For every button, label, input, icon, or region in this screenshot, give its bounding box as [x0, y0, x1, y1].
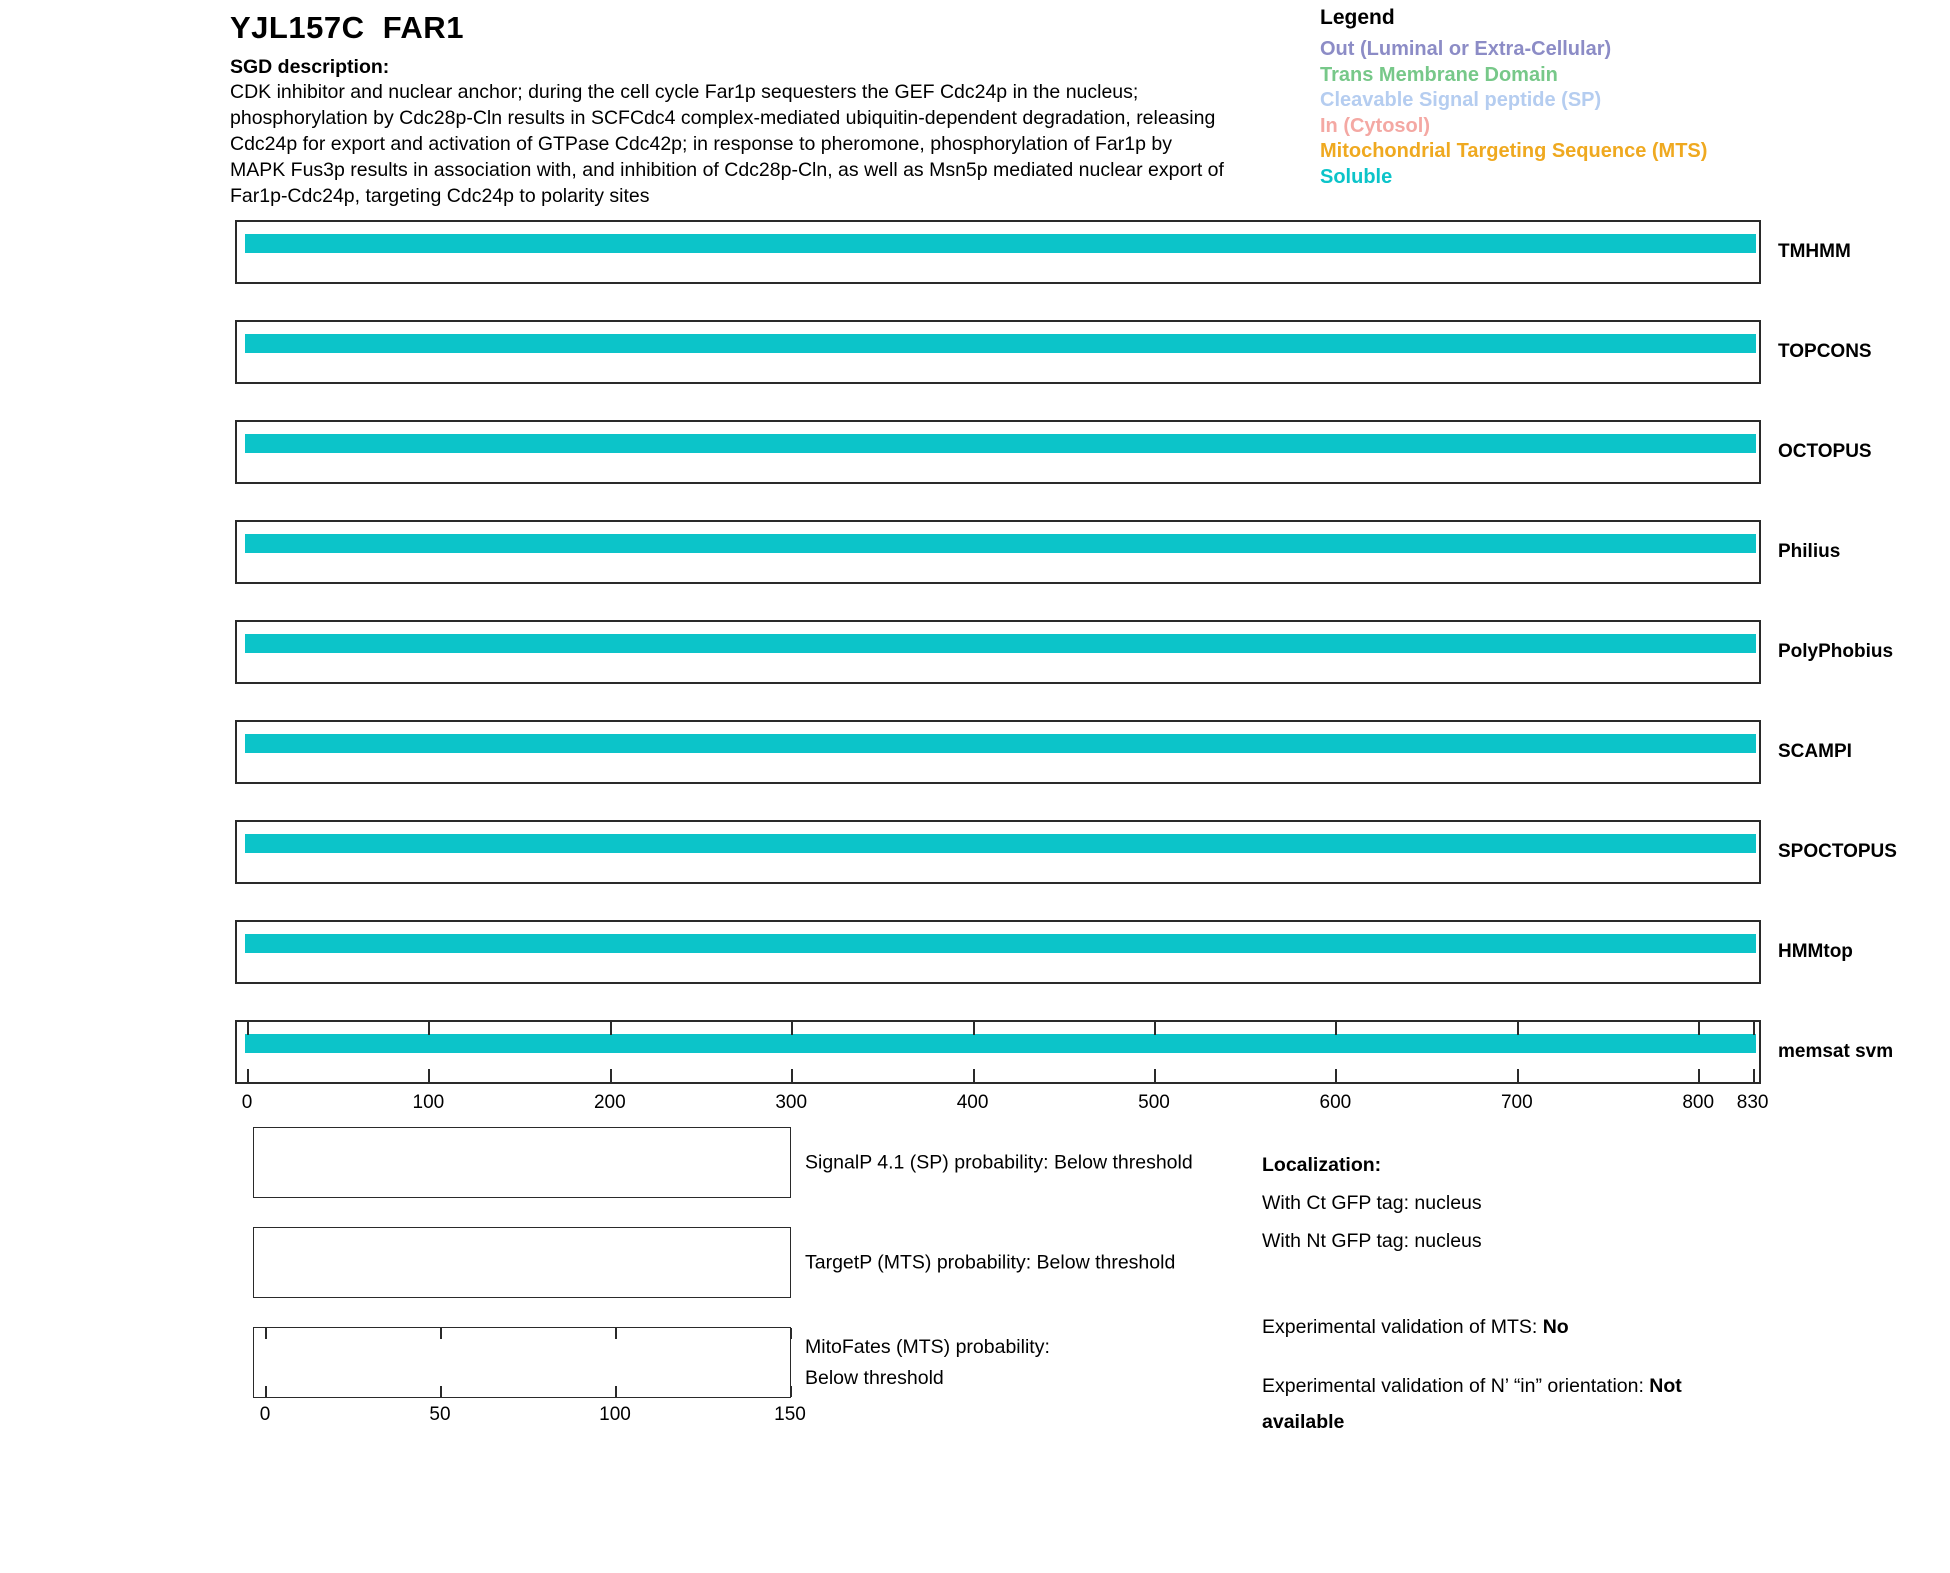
axis-tick-label-0: 0	[241, 1092, 253, 1113]
axis-tick-700	[1517, 1022, 1519, 1035]
orientation-validation-line	[1262, 1368, 1767, 1440]
track-segment-soluble	[245, 634, 1756, 653]
legend-entry-out: Out (Luminal or Extra-Cellular)	[1320, 38, 1612, 60]
track-segment-soluble	[245, 734, 1756, 753]
axis-tick-label-600: 600	[1319, 1092, 1352, 1113]
probability-plot-label-signalp: SignalP 4.1 (SP) probability: Below threshold	[805, 1151, 1193, 1173]
axis-tick-label-100: 100	[412, 1092, 445, 1113]
orientation-validation-value: Not available	[1262, 1375, 1682, 1433]
mts-validation-line	[1262, 1308, 1782, 1346]
track-label-tmhmm: TMHMM	[1778, 241, 1851, 262]
track-label-philius: Philius	[1778, 541, 1841, 562]
track-segment-soluble	[245, 1034, 1756, 1053]
probability-axis-tick-150	[790, 1386, 792, 1397]
track-box-octopus	[235, 420, 1761, 484]
probability-axis-label-0: 0	[259, 1404, 271, 1425]
probability-axis-tick-50	[440, 1328, 442, 1339]
localization-title: Localization:	[1262, 1154, 1382, 1176]
track-box-tmhmm	[235, 220, 1761, 284]
axis-tick-label-200: 200	[593, 1092, 626, 1113]
track-box-spoctopus	[235, 820, 1761, 884]
axis-tick-100	[428, 1069, 430, 1082]
track-label-spoctopus: SPOCTOPUS	[1778, 841, 1897, 862]
legend-entry-soluble: Soluble	[1320, 165, 1393, 188]
sgd-description-text: CDK inhibitor and nuclear anchor; during the cell cycle Far1p sequesters the GEF Cdc24p in the nucleus; phosphorylation by Cdc28p-Cln results in SCFCdc4 complex-mediated ubiquitin-dependent degradation, releasing Cdc24p for export and activation of GTPase Cdc42p; in response to pheromone, phosphorylation of Far1p by MAPK Fus3p results in association with, and inhibition of Cdc28p-Cln, as well as Msn5p mediated nuclear export of Far1p-Cdc24p, targeting Cdc24p to polarity sites	[230, 81, 1224, 207]
track-box-philius	[235, 520, 1761, 584]
legend-entry-in: In (Cytosol)	[1320, 114, 1430, 137]
probability-axis-tick-50	[440, 1386, 442, 1397]
axis-tick-label-400: 400	[956, 1092, 989, 1113]
axis-tick-label-800: 800	[1682, 1092, 1715, 1113]
probability-plot-label-mitofates: MitoFates (MTS) probability: Below threshold	[805, 1335, 1050, 1389]
axis-tick-label-300: 300	[775, 1092, 808, 1113]
track-label-memsat-svm: memsat svm	[1778, 1041, 1894, 1062]
axis-tick-label-500: 500	[1138, 1092, 1170, 1113]
track-box-topcons	[235, 320, 1761, 384]
axis-tick-0	[247, 1069, 249, 1082]
track-label-octopus: OCTOPUS	[1778, 441, 1872, 462]
axis-tick-100	[428, 1022, 430, 1035]
axis-tick-label-830: 830	[1736, 1092, 1769, 1113]
axis-tick-200	[610, 1069, 612, 1082]
probability-axis-tick-150	[790, 1328, 792, 1339]
probability-plot-targetp	[253, 1227, 791, 1298]
page-title: YJL157C FAR1	[230, 10, 464, 45]
probability-axis-tick-0	[265, 1386, 267, 1397]
legend-entry-transmembrane: Trans Membrane Domain	[1320, 63, 1558, 86]
probability-axis-label-50: 50	[429, 1404, 451, 1425]
track-label-hmmtop: HMMtop	[1778, 941, 1853, 962]
mts-validation-value: No	[1542, 1316, 1569, 1338]
probability-axis-tick-0	[265, 1328, 267, 1339]
axis-tick-830	[1753, 1022, 1755, 1035]
legend-entry-mts: Mitochondrial Targeting Sequence (MTS)	[1320, 140, 1708, 162]
track-label-polyphobius: PolyPhobius	[1778, 641, 1894, 662]
track-segment-soluble	[245, 934, 1756, 953]
probability-plot-label-targetp: TargetP (MTS) probability: Below threshold	[805, 1251, 1176, 1273]
axis-tick-500	[1154, 1022, 1156, 1035]
track-segment-soluble	[245, 834, 1756, 853]
probability-axis-tick-100	[615, 1386, 617, 1397]
sgd-description-label: SGD description:	[230, 56, 390, 78]
axis-tick-800	[1698, 1069, 1700, 1082]
localization-ct-gfp: With Ct GFP tag: nucleus	[1262, 1192, 1482, 1214]
axis-tick-500	[1154, 1069, 1156, 1082]
probability-axis-tick-100	[615, 1328, 617, 1339]
axis-tick-200	[610, 1022, 612, 1035]
axis-tick-600	[1335, 1022, 1337, 1035]
axis-tick-700	[1517, 1069, 1519, 1082]
track-segment-soluble	[245, 534, 1756, 553]
axis-tick-400	[973, 1069, 975, 1082]
probability-plot-signalp	[253, 1127, 791, 1198]
axis-tick-300	[791, 1069, 793, 1082]
track-box-polyphobius	[235, 620, 1761, 684]
legend-entry-signalpeptide: Cleavable Signal peptide (SP)	[1320, 89, 1602, 111]
track-label-topcons: TOPCONS	[1778, 341, 1872, 362]
track-box-hmmtop	[235, 920, 1761, 984]
legend-entries	[1320, 37, 1707, 190]
axis-tick-600	[1335, 1069, 1337, 1082]
probability-plot-mitofates	[253, 1327, 791, 1398]
axis-tick-300	[791, 1022, 793, 1035]
orientation-validation-label: Experimental validation of N’ “in” orientation:	[1262, 1375, 1650, 1397]
track-segment-soluble	[245, 434, 1756, 453]
track-box-memsat-svm	[235, 1020, 1761, 1084]
axis-tick-label-700: 700	[1500, 1092, 1533, 1113]
probability-axis-label-100: 100	[599, 1404, 631, 1425]
localization-panel	[1262, 1146, 1782, 1440]
mts-validation-label: Experimental validation of MTS:	[1262, 1316, 1543, 1338]
axis-tick-800	[1698, 1022, 1700, 1035]
probability-axis-label-150: 150	[774, 1404, 806, 1425]
track-segment-soluble	[245, 334, 1756, 353]
legend-title: Legend	[1320, 6, 1395, 29]
track-box-scampi	[235, 720, 1761, 784]
axis-tick-0	[247, 1022, 249, 1035]
track-label-scampi: SCAMPI	[1778, 741, 1852, 762]
axis-tick-830	[1753, 1069, 1755, 1082]
track-segment-soluble	[245, 234, 1756, 253]
axis-tick-400	[973, 1022, 975, 1035]
legend	[1320, 6, 1707, 190]
localization-nt-gfp: With Nt GFP tag: nucleus	[1262, 1230, 1482, 1252]
